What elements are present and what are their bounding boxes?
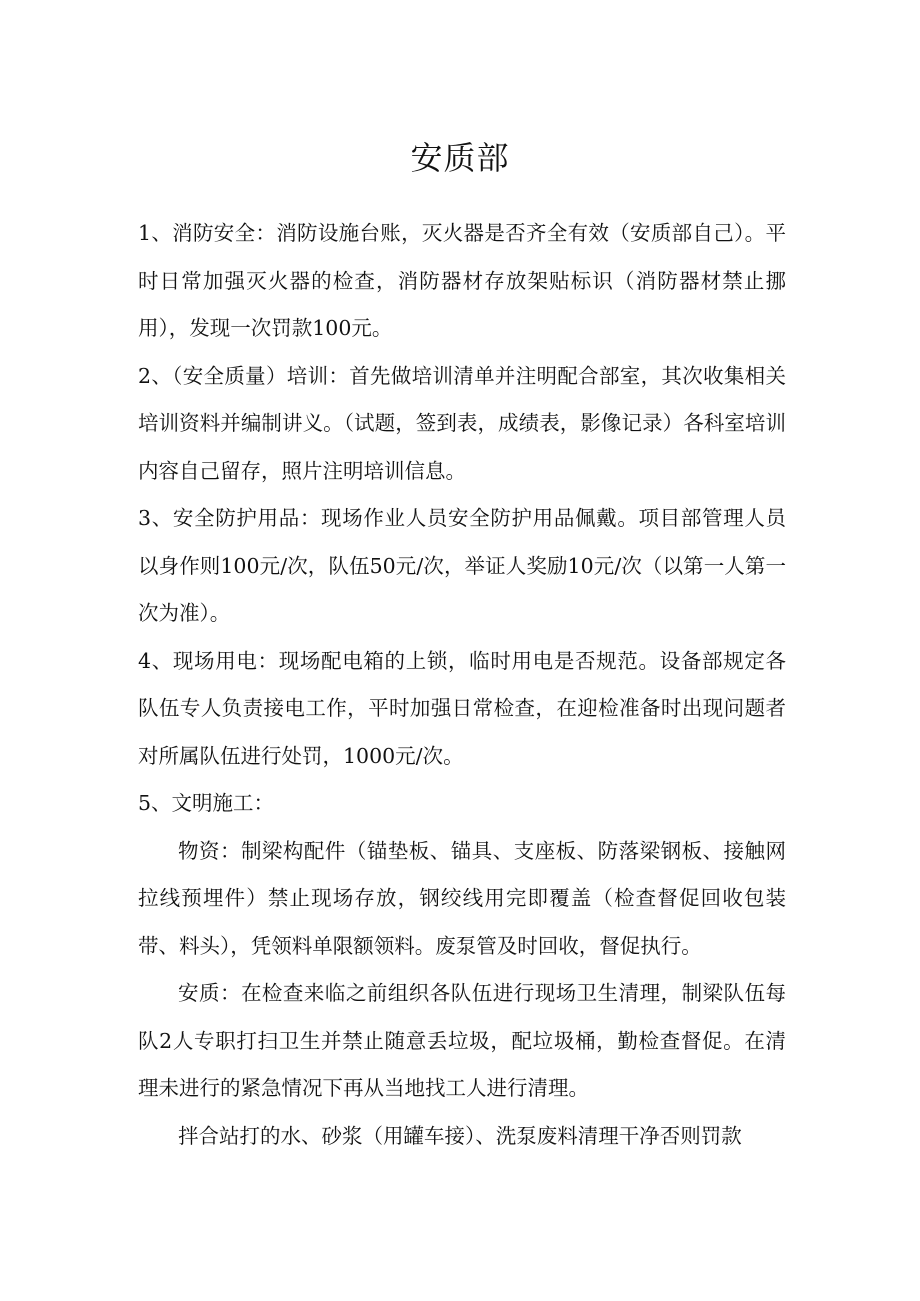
paragraph-mixing-station: 拌合站打的水、砂浆（用罐车接）、洗泵废料清理干净否则罚款	[178, 1123, 742, 1148]
paragraph-materials: 物资：制梁构配件（锚垫板、锚具、支座板、防落梁钢板、接触网拉线预埋件）禁止现场存放，钢绞线用完即覆盖（检查督促回收包装带、料头），凭领料单限额领料。废泵管及时回收，督促执行。	[138, 838, 786, 958]
document-body	[138, 210, 786, 1160]
page-title: 安质部	[410, 139, 510, 177]
paragraph-training: 2、（安全质量）培训：首先做培训清单并注明配合部室，其次收集相关培训资料并编制讲义。（试题，签到表，成绩表，影像记录）各科室培训内容自己留存，照片注明培训信息。	[138, 363, 786, 483]
paragraph-civilized-construction-heading: 5、文明施工：	[138, 791, 275, 815]
paragraph-fire-safety: 1、消防安全：消防设施台账，灭火器是否齐全有效（安质部自己）。平时日常加强灭火器的检查，消防器材存放架贴标识（消防器材禁止挪用），发现一次罚款100元。	[138, 221, 786, 340]
paragraph-site-electricity: 4、现场用电：现场配电箱的上锁，临时用电是否规范。设备部规定各队伍专人负责接电工作，平时加强日常检查，在迎检准备时出现问题者对所属队伍进行处罚，1000元/次。	[138, 648, 786, 768]
paragraph-safety-quality: 安质：在检查来临之前组织各队伍进行现场卫生清理，制梁队伍每队2人专职打扫卫生并禁止随意丢垃圾，配垃圾桶，勤检查督促。在清理未进行的紧急情况下再从当地找工人进行清理。	[138, 981, 786, 1100]
paragraph-protective-equipment: 3、安全防护用品：现场作业人员安全防护用品佩戴。项目部管理人员以身作则100元/次，队伍50元/次，举证人奖励10元/次（以第一人第一次为准）。	[138, 506, 786, 625]
